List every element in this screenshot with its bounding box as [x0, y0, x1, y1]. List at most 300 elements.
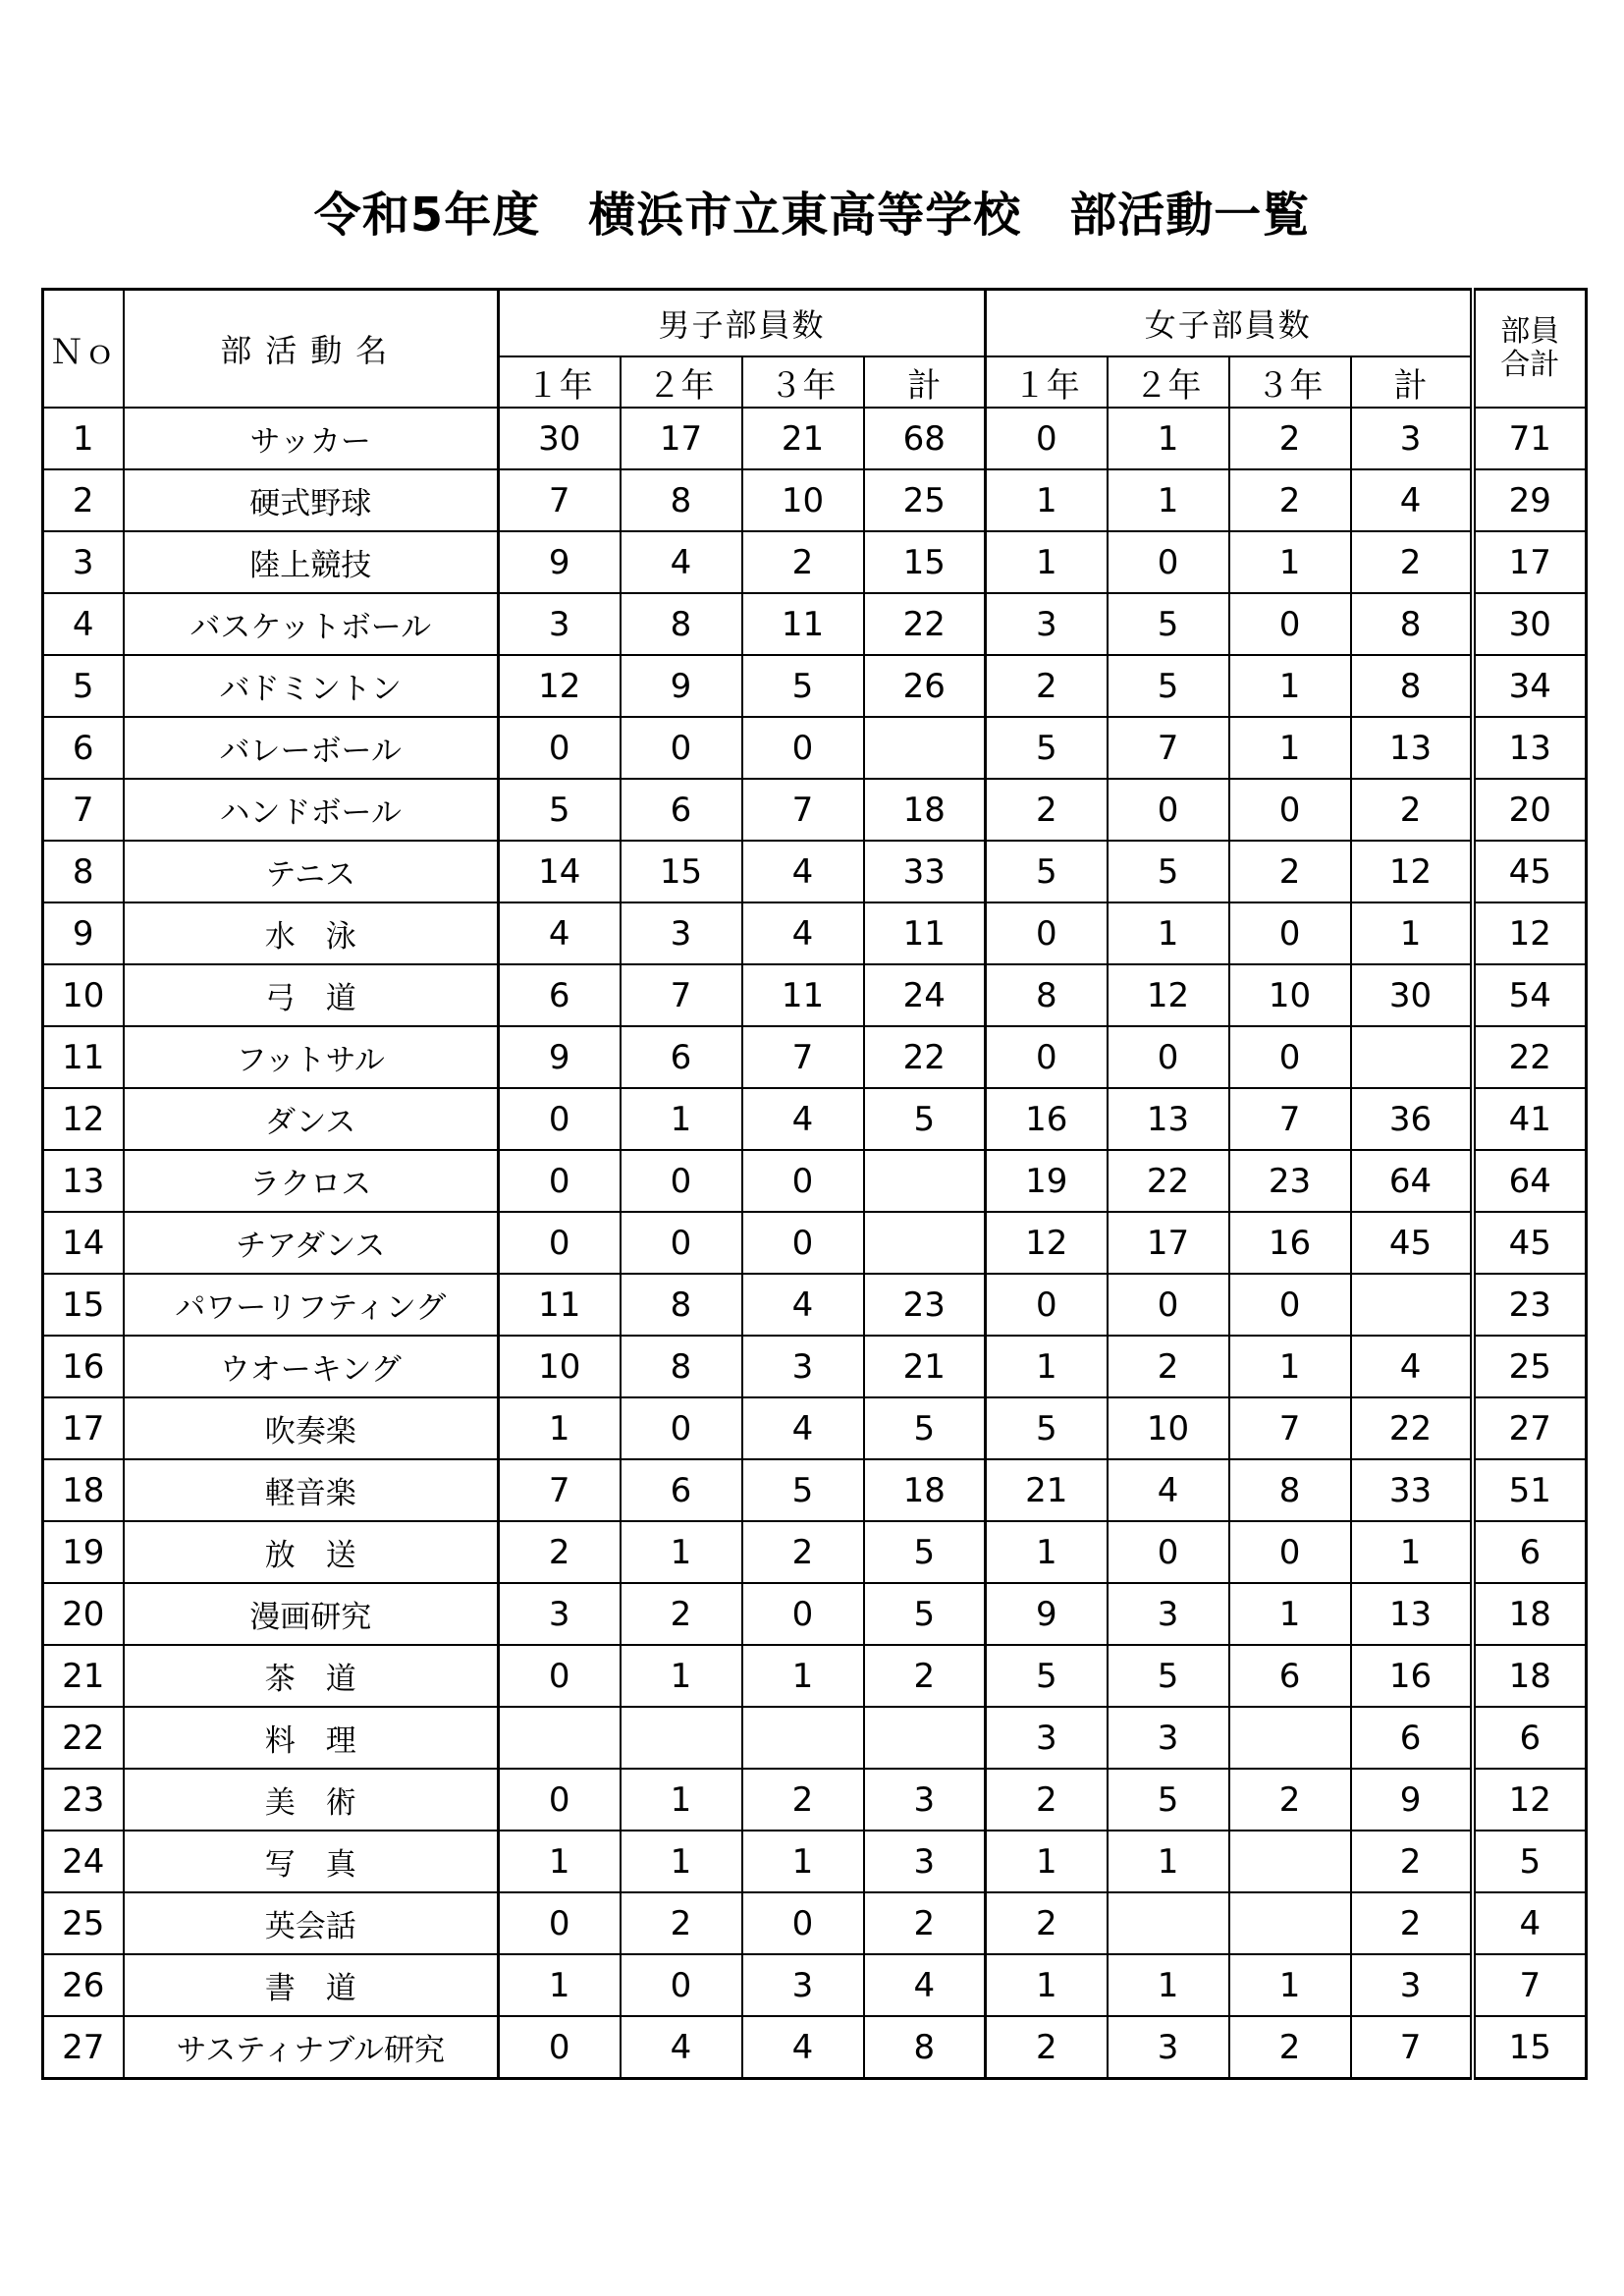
header-total-line1: 部員 [1500, 314, 1560, 349]
cell-male-subtotal: 23 [864, 1274, 986, 1336]
cell-member-total: 30 [1473, 593, 1587, 655]
page-title: 令和5年度 横浜市立東高等学校 部活動一覧 [313, 188, 1311, 243]
cell-female-year2: 5 [1108, 655, 1229, 717]
cell-club-name: 茶 道 [124, 1645, 499, 1707]
cell-male-subtotal: 25 [864, 469, 986, 531]
cell-female-year2: 22 [1108, 1150, 1229, 1212]
cell-female-year2: 3 [1108, 1707, 1229, 1769]
table-row [43, 902, 1587, 964]
cell-male-year3: 4 [742, 902, 864, 964]
cell-male-year2: 8 [621, 469, 742, 531]
cell-male-year1: 3 [499, 593, 621, 655]
table-row [43, 1707, 1587, 1769]
table-row [43, 841, 1587, 902]
cell-male-subtotal [864, 717, 986, 779]
cell-female-subtotal: 9 [1351, 1769, 1473, 1831]
cell-member-total: 27 [1473, 1397, 1587, 1459]
cell-male-year1: 4 [499, 902, 621, 964]
cell-male-year2: 1 [621, 1831, 742, 1892]
cell-club-name: 弓 道 [124, 964, 499, 1026]
cell-male-year2: 17 [621, 408, 742, 469]
cell-member-total: 45 [1473, 1212, 1587, 1274]
cell-club-name: ハンドボール [124, 779, 499, 841]
cell-club-name: 写 真 [124, 1831, 499, 1892]
cell-male-year1: 12 [499, 655, 621, 717]
cell-female-year1: 5 [986, 1397, 1108, 1459]
cell-male-year2: 0 [621, 1397, 742, 1459]
cell-female-year1: 2 [986, 655, 1108, 717]
cell-member-total: 4 [1473, 1892, 1587, 1954]
cell-female-year2: 5 [1108, 841, 1229, 902]
cell-no: 11 [43, 1026, 124, 1088]
cell-female-year3: 1 [1229, 717, 1351, 779]
cell-male-year1: 1 [499, 1954, 621, 2016]
header-male-members: 男子部員数 [499, 290, 986, 357]
cell-female-year1: 1 [986, 1954, 1108, 2016]
cell-club-name: 放 送 [124, 1521, 499, 1583]
cell-club-name: 美 術 [124, 1769, 499, 1831]
cell-no: 1 [43, 408, 124, 469]
cell-male-year2: 4 [621, 2016, 742, 2079]
table-row [43, 469, 1587, 531]
cell-male-year1: 9 [499, 1026, 621, 1088]
cell-club-name: ウオーキング [124, 1336, 499, 1397]
table-row [43, 779, 1587, 841]
cell-male-year2: 2 [621, 1892, 742, 1954]
cell-female-year1: 3 [986, 1707, 1108, 1769]
cell-male-year1: 1 [499, 1397, 621, 1459]
cell-member-total: 7 [1473, 1954, 1587, 2016]
cell-male-year3: 11 [742, 964, 864, 1026]
cell-club-name: 書 道 [124, 1954, 499, 2016]
cell-no: 25 [43, 1892, 124, 1954]
cell-male-subtotal: 2 [864, 1892, 986, 1954]
cell-female-year1: 0 [986, 1274, 1108, 1336]
cell-female-year1: 0 [986, 1026, 1108, 1088]
cell-male-year2: 6 [621, 1026, 742, 1088]
cell-no: 4 [43, 593, 124, 655]
cell-male-subtotal: 33 [864, 841, 986, 902]
cell-male-year1: 30 [499, 408, 621, 469]
cell-female-subtotal: 30 [1351, 964, 1473, 1026]
cell-male-year2: 1 [621, 1645, 742, 1707]
cell-member-total: 15 [1473, 2016, 1587, 2079]
cell-female-year2: 5 [1108, 1645, 1229, 1707]
cell-female-year1: 2 [986, 2016, 1108, 2079]
cell-male-year2: 2 [621, 1583, 742, 1645]
cell-member-total: 29 [1473, 469, 1587, 531]
table-row [43, 1212, 1587, 1274]
cell-female-year3: 23 [1229, 1150, 1351, 1212]
cell-male-year1: 0 [499, 1892, 621, 1954]
cell-female-subtotal [1351, 1026, 1473, 1088]
cell-male-year3 [742, 1707, 864, 1769]
cell-female-year3: 2 [1229, 841, 1351, 902]
cell-female-year3: 0 [1229, 779, 1351, 841]
cell-no: 27 [43, 2016, 124, 2079]
header-female-members: 女子部員数 [986, 290, 1473, 357]
cell-male-subtotal: 26 [864, 655, 986, 717]
cell-member-total: 18 [1473, 1645, 1587, 1707]
cell-male-year3: 4 [742, 1397, 864, 1459]
cell-male-year1: 11 [499, 1274, 621, 1336]
table-row [43, 1150, 1587, 1212]
cell-no: 18 [43, 1459, 124, 1521]
cell-club-name: 水 泳 [124, 902, 499, 964]
cell-male-subtotal: 2 [864, 1645, 986, 1707]
cell-female-year3: 0 [1229, 1521, 1351, 1583]
cell-male-year1: 0 [499, 1212, 621, 1274]
cell-female-year1: 9 [986, 1583, 1108, 1645]
cell-female-year3: 6 [1229, 1645, 1351, 1707]
header-no: Ｎｏ [43, 290, 124, 409]
cell-female-subtotal [1351, 1274, 1473, 1336]
cell-member-total: 71 [1473, 408, 1587, 469]
cell-male-subtotal [864, 1212, 986, 1274]
cell-no: 21 [43, 1645, 124, 1707]
cell-female-year2: 1 [1108, 1831, 1229, 1892]
cell-male-year3: 1 [742, 1645, 864, 1707]
cell-female-year1: 19 [986, 1150, 1108, 1212]
cell-male-year2: 9 [621, 655, 742, 717]
header-male-year1: １年 [499, 356, 621, 408]
cell-no: 19 [43, 1521, 124, 1583]
cell-female-subtotal: 64 [1351, 1150, 1473, 1212]
cell-female-year1: 0 [986, 408, 1108, 469]
cell-male-year3: 0 [742, 1583, 864, 1645]
cell-female-year3: 7 [1229, 1397, 1351, 1459]
cell-male-year2: 1 [621, 1521, 742, 1583]
cell-male-year2: 7 [621, 964, 742, 1026]
cell-female-year1: 16 [986, 1088, 1108, 1150]
cell-female-year2: 17 [1108, 1212, 1229, 1274]
header-male-subtotal: 計 [864, 356, 986, 408]
cell-member-total: 17 [1473, 531, 1587, 593]
cell-male-year1: 3 [499, 1583, 621, 1645]
cell-female-year3: 1 [1229, 655, 1351, 717]
cell-male-subtotal: 5 [864, 1088, 986, 1150]
cell-male-year2: 0 [621, 1150, 742, 1212]
cell-female-year1: 1 [986, 469, 1108, 531]
header-female-year1: １年 [986, 356, 1108, 408]
cell-female-subtotal: 13 [1351, 1583, 1473, 1645]
cell-male-year2: 0 [621, 1954, 742, 2016]
cell-male-subtotal: 24 [864, 964, 986, 1026]
cell-club-name: チアダンス [124, 1212, 499, 1274]
cell-male-year3: 4 [742, 2016, 864, 2079]
cell-male-subtotal: 5 [864, 1583, 986, 1645]
table-row [43, 1397, 1587, 1459]
cell-female-year2: 3 [1108, 1583, 1229, 1645]
cell-no: 26 [43, 1954, 124, 2016]
cell-male-subtotal: 22 [864, 1026, 986, 1088]
cell-male-year1: 5 [499, 779, 621, 841]
cell-female-year2: 1 [1108, 469, 1229, 531]
table-row [43, 1274, 1587, 1336]
cell-female-subtotal: 2 [1351, 1831, 1473, 1892]
cell-male-subtotal: 5 [864, 1397, 986, 1459]
cell-female-year1: 5 [986, 1645, 1108, 1707]
cell-club-name: バレーボール [124, 717, 499, 779]
cell-male-year3: 4 [742, 841, 864, 902]
cell-male-year3: 4 [742, 1274, 864, 1336]
cell-male-year2: 6 [621, 1459, 742, 1521]
cell-member-total: 23 [1473, 1274, 1587, 1336]
club-rows [43, 408, 1587, 2079]
cell-no: 6 [43, 717, 124, 779]
cell-male-subtotal: 8 [864, 2016, 986, 2079]
cell-male-year2: 8 [621, 593, 742, 655]
cell-club-name: 漫画研究 [124, 1583, 499, 1645]
cell-female-year2: 0 [1108, 779, 1229, 841]
cell-female-year3: 7 [1229, 1088, 1351, 1150]
cell-club-name: 軽音楽 [124, 1459, 499, 1521]
cell-female-subtotal: 4 [1351, 1336, 1473, 1397]
cell-no: 7 [43, 779, 124, 841]
cell-female-year2 [1108, 1892, 1229, 1954]
cell-female-year1: 21 [986, 1459, 1108, 1521]
cell-male-year2: 6 [621, 779, 742, 841]
table-row [43, 531, 1587, 593]
cell-no: 16 [43, 1336, 124, 1397]
table-row [43, 1583, 1587, 1645]
cell-male-year2: 1 [621, 1088, 742, 1150]
cell-female-subtotal: 16 [1351, 1645, 1473, 1707]
cell-female-year1: 1 [986, 1521, 1108, 1583]
header-club-name: 部活動名 [124, 290, 499, 409]
cell-club-name: ラクロス [124, 1150, 499, 1212]
cell-male-subtotal: 21 [864, 1336, 986, 1397]
cell-female-subtotal: 3 [1351, 1954, 1473, 2016]
cell-female-year2: 1 [1108, 408, 1229, 469]
cell-female-subtotal: 45 [1351, 1212, 1473, 1274]
cell-male-year2: 0 [621, 1212, 742, 1274]
cell-club-name: バスケットボール [124, 593, 499, 655]
cell-female-year1: 1 [986, 1831, 1108, 1892]
cell-male-year3: 10 [742, 469, 864, 531]
cell-female-subtotal: 6 [1351, 1707, 1473, 1769]
cell-member-total: 54 [1473, 964, 1587, 1026]
table-row [43, 964, 1587, 1026]
cell-female-year2: 10 [1108, 1397, 1229, 1459]
cell-male-year2: 8 [621, 1336, 742, 1397]
cell-female-subtotal: 2 [1351, 1892, 1473, 1954]
cell-female-year1: 5 [986, 717, 1108, 779]
cell-female-year3: 2 [1229, 1769, 1351, 1831]
cell-no: 9 [43, 902, 124, 964]
cell-male-year3: 2 [742, 531, 864, 593]
cell-female-year2: 12 [1108, 964, 1229, 1026]
cell-female-year3: 0 [1229, 902, 1351, 964]
cell-female-year2: 3 [1108, 2016, 1229, 2079]
cell-club-name: 吹奏楽 [124, 1397, 499, 1459]
header-member-total [1473, 290, 1587, 409]
cell-male-subtotal: 22 [864, 593, 986, 655]
cell-female-year3: 1 [1229, 1583, 1351, 1645]
table-row [43, 1521, 1587, 1583]
cell-female-year2: 0 [1108, 531, 1229, 593]
cell-member-total: 6 [1473, 1707, 1587, 1769]
header-male-year2: ２年 [621, 356, 742, 408]
cell-male-year3: 0 [742, 1212, 864, 1274]
cell-male-year3: 7 [742, 779, 864, 841]
table-row [43, 2016, 1587, 2079]
table-row [43, 1954, 1587, 2016]
cell-male-year2: 0 [621, 717, 742, 779]
cell-female-year3: 2 [1229, 2016, 1351, 2079]
cell-male-year3: 2 [742, 1769, 864, 1831]
cell-female-year1: 2 [986, 1892, 1108, 1954]
cell-female-year2: 5 [1108, 593, 1229, 655]
cell-male-year1: 0 [499, 1150, 621, 1212]
cell-male-year3: 1 [742, 1831, 864, 1892]
cell-male-year3: 5 [742, 655, 864, 717]
cell-female-year3: 1 [1229, 1336, 1351, 1397]
cell-female-subtotal: 7 [1351, 2016, 1473, 2079]
cell-female-year2: 2 [1108, 1336, 1229, 1397]
cell-male-year1: 0 [499, 1088, 621, 1150]
cell-member-total: 20 [1473, 779, 1587, 841]
cell-no: 2 [43, 469, 124, 531]
cell-male-year1: 0 [499, 1645, 621, 1707]
cell-female-year2: 7 [1108, 717, 1229, 779]
cell-member-total: 64 [1473, 1150, 1587, 1212]
table-row [43, 1088, 1587, 1150]
cell-member-total: 13 [1473, 717, 1587, 779]
cell-club-name: ダンス [124, 1088, 499, 1150]
cell-male-year1: 1 [499, 1831, 621, 1892]
cell-member-total: 51 [1473, 1459, 1587, 1521]
cell-female-year1: 2 [986, 1769, 1108, 1831]
cell-male-subtotal: 18 [864, 779, 986, 841]
header-female-subtotal: 計 [1351, 356, 1473, 408]
cell-club-name: 英会話 [124, 1892, 499, 1954]
cell-female-year1: 8 [986, 964, 1108, 1026]
cell-female-year3: 16 [1229, 1212, 1351, 1274]
table-row [43, 1831, 1587, 1892]
cell-female-year1: 12 [986, 1212, 1108, 1274]
header-row-groups [43, 290, 1587, 357]
cell-female-year3: 2 [1229, 408, 1351, 469]
cell-club-name: サッカー [124, 408, 499, 469]
table-row [43, 408, 1587, 469]
cell-club-name: 料 理 [124, 1707, 499, 1769]
cell-female-year3: 1 [1229, 531, 1351, 593]
cell-female-subtotal: 13 [1351, 717, 1473, 779]
cell-no: 3 [43, 531, 124, 593]
cell-female-year2: 13 [1108, 1088, 1229, 1150]
cell-male-year2: 1 [621, 1769, 742, 1831]
club-membership-table [41, 288, 1588, 2080]
cell-female-year2: 4 [1108, 1459, 1229, 1521]
cell-female-subtotal: 1 [1351, 902, 1473, 964]
cell-female-year3: 0 [1229, 593, 1351, 655]
cell-no: 17 [43, 1397, 124, 1459]
cell-female-subtotal: 12 [1351, 841, 1473, 902]
header-female-year2: ２年 [1108, 356, 1229, 408]
cell-no: 23 [43, 1769, 124, 1831]
cell-male-year3: 0 [742, 1150, 864, 1212]
cell-male-subtotal: 15 [864, 531, 986, 593]
cell-male-year1: 2 [499, 1521, 621, 1583]
cell-female-subtotal: 8 [1351, 655, 1473, 717]
cell-female-year2: 1 [1108, 1954, 1229, 2016]
cell-female-year2: 5 [1108, 1769, 1229, 1831]
cell-male-subtotal: 5 [864, 1521, 986, 1583]
cell-female-year3: 2 [1229, 469, 1351, 531]
cell-female-year2: 1 [1108, 902, 1229, 964]
cell-male-year3: 7 [742, 1026, 864, 1088]
cell-no: 8 [43, 841, 124, 902]
cell-male-year3: 2 [742, 1521, 864, 1583]
cell-member-total: 22 [1473, 1026, 1587, 1088]
cell-member-total: 12 [1473, 1769, 1587, 1831]
cell-female-subtotal: 36 [1351, 1088, 1473, 1150]
cell-male-year1: 0 [499, 1769, 621, 1831]
cell-female-year1: 5 [986, 841, 1108, 902]
cell-no: 13 [43, 1150, 124, 1212]
cell-male-subtotal: 11 [864, 902, 986, 964]
cell-male-year1: 10 [499, 1336, 621, 1397]
cell-male-year1: 0 [499, 717, 621, 779]
cell-male-year1: 7 [499, 469, 621, 531]
cell-female-year1: 2 [986, 779, 1108, 841]
table-row [43, 1026, 1587, 1088]
cell-club-name: サスティナブル研究 [124, 2016, 499, 2079]
cell-male-year1: 9 [499, 531, 621, 593]
cell-male-year2: 3 [621, 902, 742, 964]
cell-no: 12 [43, 1088, 124, 1150]
cell-member-total: 41 [1473, 1088, 1587, 1150]
cell-male-year1 [499, 1707, 621, 1769]
cell-female-year1: 0 [986, 902, 1108, 964]
cell-no: 22 [43, 1707, 124, 1769]
cell-male-year3: 3 [742, 1954, 864, 2016]
cell-no: 24 [43, 1831, 124, 1892]
table-row [43, 1892, 1587, 1954]
cell-female-year3 [1229, 1707, 1351, 1769]
cell-male-subtotal [864, 1707, 986, 1769]
cell-no: 10 [43, 964, 124, 1026]
cell-female-subtotal: 2 [1351, 779, 1473, 841]
cell-female-year1: 1 [986, 531, 1108, 593]
cell-female-year3: 1 [1229, 1954, 1351, 2016]
cell-male-year2: 8 [621, 1274, 742, 1336]
cell-female-subtotal: 1 [1351, 1521, 1473, 1583]
cell-male-year1: 0 [499, 2016, 621, 2079]
cell-male-year3: 0 [742, 717, 864, 779]
cell-club-name: 硬式野球 [124, 469, 499, 531]
cell-male-year3: 3 [742, 1336, 864, 1397]
cell-male-year3: 4 [742, 1088, 864, 1150]
cell-male-year3: 21 [742, 408, 864, 469]
cell-female-year3 [1229, 1831, 1351, 1892]
cell-club-name: テニス [124, 841, 499, 902]
cell-member-total: 5 [1473, 1831, 1587, 1892]
cell-male-subtotal: 3 [864, 1769, 986, 1831]
cell-member-total: 45 [1473, 841, 1587, 902]
cell-member-total: 12 [1473, 902, 1587, 964]
cell-male-year1: 6 [499, 964, 621, 1026]
cell-club-name: フットサル [124, 1026, 499, 1088]
table-row [43, 593, 1587, 655]
cell-male-year2: 15 [621, 841, 742, 902]
cell-female-year1: 3 [986, 593, 1108, 655]
cell-female-year3: 10 [1229, 964, 1351, 1026]
cell-club-name: パワーリフティング [124, 1274, 499, 1336]
table-row [43, 1459, 1587, 1521]
cell-female-subtotal: 2 [1351, 531, 1473, 593]
